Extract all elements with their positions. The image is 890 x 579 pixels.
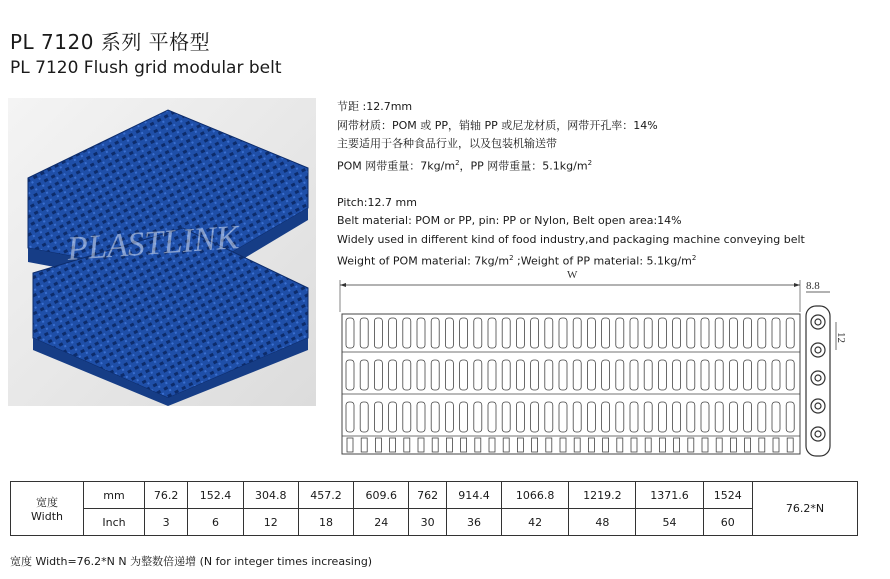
belt-link	[602, 402, 610, 432]
belt-link	[360, 360, 368, 390]
belt-tooth	[489, 438, 495, 452]
belt-link	[772, 402, 780, 432]
mm-cell: 304.8	[243, 482, 298, 509]
belt-link	[403, 318, 411, 348]
inch-cell: 6	[188, 509, 243, 536]
belt-link	[360, 318, 368, 348]
mm-label: mm	[84, 482, 145, 509]
belt-tooth	[603, 438, 609, 452]
belt-link	[715, 318, 723, 348]
photo-watermark: PLASTLINK	[65, 219, 241, 268]
mm-cell: 1524	[703, 482, 752, 509]
belt-tooth	[787, 438, 793, 452]
belt-tooth	[702, 438, 708, 452]
belt-link	[360, 402, 368, 432]
belt-link	[431, 318, 439, 348]
belt-link	[389, 318, 397, 348]
width-table	[10, 481, 858, 536]
inch-cell: 54	[636, 509, 703, 536]
belt-link	[516, 402, 524, 432]
belt-link	[502, 360, 510, 390]
width-symbol: W	[567, 269, 578, 281]
belt-link	[460, 318, 468, 348]
mm-cell: 762	[409, 482, 446, 509]
belt-link	[346, 402, 354, 432]
belt-link	[701, 360, 709, 390]
product-photo	[8, 98, 316, 406]
belt-tooth	[659, 438, 665, 452]
belt-link	[474, 318, 482, 348]
belt-link	[516, 360, 524, 390]
belt-link	[389, 360, 397, 390]
belt-link	[474, 402, 482, 432]
belt-tooth	[347, 438, 353, 452]
inch-cell: 36	[446, 509, 501, 536]
belt-link	[786, 360, 794, 390]
page-title-en: PL 7120 Flush grid modular belt	[10, 58, 282, 78]
inch-cell: 42	[502, 509, 569, 536]
belt-link	[488, 360, 496, 390]
belt-tooth	[759, 438, 765, 452]
belt-link	[744, 360, 752, 390]
belt-link	[772, 318, 780, 348]
belt-link	[417, 318, 425, 348]
belt-link	[758, 402, 766, 432]
belt-link	[729, 318, 737, 348]
belt-link	[460, 360, 468, 390]
belt-tooth	[617, 438, 623, 452]
belt-link	[715, 360, 723, 390]
belt-link	[573, 360, 581, 390]
belt-link	[701, 318, 709, 348]
belt-link	[403, 360, 411, 390]
mm-cell: 1066.8	[502, 482, 569, 509]
belt-tooth	[546, 438, 552, 452]
belt-link	[602, 318, 610, 348]
belt-link	[687, 318, 695, 348]
belt-link	[346, 360, 354, 390]
belt-link	[630, 360, 638, 390]
belt-tooth	[404, 438, 410, 452]
mm-cell: 1219.2	[569, 482, 636, 509]
mm-cell: 457.2	[298, 482, 353, 509]
belt-link	[715, 402, 723, 432]
belt-tooth	[517, 438, 523, 452]
belt-link	[531, 402, 539, 432]
belt-tooth	[688, 438, 694, 452]
belt-tooth	[674, 438, 680, 452]
belt-link	[374, 360, 382, 390]
spec-en-usage: Widely used in different kind of food industry,and packaging machine conveying belt	[337, 232, 805, 246]
belt-link	[488, 402, 496, 432]
belt-tooth	[631, 438, 637, 452]
belt-link	[417, 360, 425, 390]
belt-link	[616, 360, 624, 390]
belt-tooth	[446, 438, 452, 452]
belt-link	[687, 360, 695, 390]
belt-link	[658, 318, 666, 348]
belt-link	[389, 402, 397, 432]
belt-link	[545, 402, 553, 432]
spec-cn-material: 网带材质：POM 或 PP，销轴 PP 或尼龙材质，网带开孔率：14%	[337, 118, 658, 132]
technical-drawing	[330, 262, 860, 462]
belt-link	[630, 402, 638, 432]
belt-tooth	[390, 438, 396, 452]
inch-label: Inch	[84, 509, 145, 536]
belt-link	[374, 402, 382, 432]
belt-link	[573, 318, 581, 348]
inch-cell: 48	[569, 509, 636, 536]
belt-link	[602, 360, 610, 390]
belt-link	[673, 318, 681, 348]
dim-side-label: 12	[835, 332, 847, 343]
belt-link	[531, 318, 539, 348]
dim-top-label: 8.8	[806, 280, 820, 292]
belt-link	[445, 402, 453, 432]
belt-link	[531, 360, 539, 390]
belt-tooth	[375, 438, 381, 452]
belt-link	[673, 402, 681, 432]
belt-link	[460, 402, 468, 432]
belt-tooth	[574, 438, 580, 452]
belt-link	[474, 360, 482, 390]
belt-tooth	[503, 438, 509, 452]
inch-cell: 30	[409, 509, 446, 536]
belt-link	[744, 402, 752, 432]
spec-cn-weight: POM 网带重量：$7kg/m^2$，PP 网带重量：$5.1kg/m^2$	[337, 158, 593, 173]
belt-link	[374, 318, 382, 348]
belt-link	[758, 318, 766, 348]
belt-link	[559, 360, 567, 390]
inch-cell: 60	[703, 509, 752, 536]
belt-link	[729, 402, 737, 432]
belt-link	[786, 318, 794, 348]
belt-link	[445, 360, 453, 390]
belt-link	[545, 318, 553, 348]
belt-tooth	[645, 438, 651, 452]
belt-tooth	[475, 438, 481, 452]
belt-tooth	[532, 438, 538, 452]
width-row-label: 宽度 Width	[11, 482, 84, 536]
belt-link	[673, 360, 681, 390]
belt-link	[644, 360, 652, 390]
belt-illustration	[8, 98, 316, 406]
mm-cell: 914.4	[446, 482, 501, 509]
mm-cell: 1371.6	[636, 482, 703, 509]
spec-en-material: Belt material: POM or PP, pin: PP or Nylon, Belt open area:14%	[337, 214, 682, 228]
belt-link	[516, 318, 524, 348]
belt-link	[417, 402, 425, 432]
specs-block	[337, 98, 805, 271]
belt-link	[587, 318, 595, 348]
belt-link	[687, 402, 695, 432]
mm-cell: 152.4	[188, 482, 243, 509]
belt-link	[587, 360, 595, 390]
belt-tooth	[418, 438, 424, 452]
belt-link	[445, 318, 453, 348]
page-title-cn: PL 7120 系列 平格型	[10, 30, 211, 54]
belt-link	[488, 318, 496, 348]
mm-cell: 609.6	[354, 482, 409, 509]
belt-link	[559, 318, 567, 348]
belt-tooth	[432, 438, 438, 452]
belt-tooth	[716, 438, 722, 452]
belt-links	[342, 318, 800, 452]
belt-tooth	[588, 438, 594, 452]
belt-link	[644, 402, 652, 432]
belt-link	[502, 402, 510, 432]
belt-link	[431, 360, 439, 390]
belt-link	[658, 360, 666, 390]
belt-link	[346, 318, 354, 348]
inch-cell: 24	[354, 509, 409, 536]
belt-link	[573, 402, 581, 432]
mm-cell: 76.2	[145, 482, 188, 509]
belt-tooth	[361, 438, 367, 452]
belt-link	[502, 318, 510, 348]
spec-cn-pitch: 节距 :12.7mm	[337, 100, 413, 113]
belt-link	[644, 318, 652, 348]
spec-en-pitch: Pitch:12.7 mm	[337, 195, 417, 209]
belt-link	[616, 402, 624, 432]
side-view	[806, 306, 830, 456]
belt-tooth	[745, 438, 751, 452]
belt-link	[786, 402, 794, 432]
belt-link	[744, 318, 752, 348]
belt-link	[431, 402, 439, 432]
spec-cn-usage: 主要适用于各种食品行业，以及包装机输送带	[337, 137, 557, 150]
belt-link	[545, 360, 553, 390]
belt-tooth	[730, 438, 736, 452]
belt-link	[658, 402, 666, 432]
belt-link	[701, 402, 709, 432]
belt-link	[403, 402, 411, 432]
spec-en-weight: Weight of POM material: $7kg/m^2$ ;Weight of PP material: $5.1kg/m^2$	[337, 254, 697, 268]
width-formula: 76.2*N	[753, 482, 858, 536]
belt-link	[630, 318, 638, 348]
belt-tooth	[560, 438, 566, 452]
belt-link	[616, 318, 624, 348]
belt-link	[587, 402, 595, 432]
belt-link	[772, 360, 780, 390]
footnote: 宽度 Width=76.2*N N 为整数倍递增 (N for integer times increasing)	[10, 555, 373, 568]
belt-tooth	[461, 438, 467, 452]
inch-cell: 3	[145, 509, 188, 536]
inch-cell: 12	[243, 509, 298, 536]
belt-link	[729, 360, 737, 390]
belt-link	[559, 402, 567, 432]
belt-link	[758, 360, 766, 390]
belt-tooth	[773, 438, 779, 452]
inch-cell: 18	[298, 509, 353, 536]
